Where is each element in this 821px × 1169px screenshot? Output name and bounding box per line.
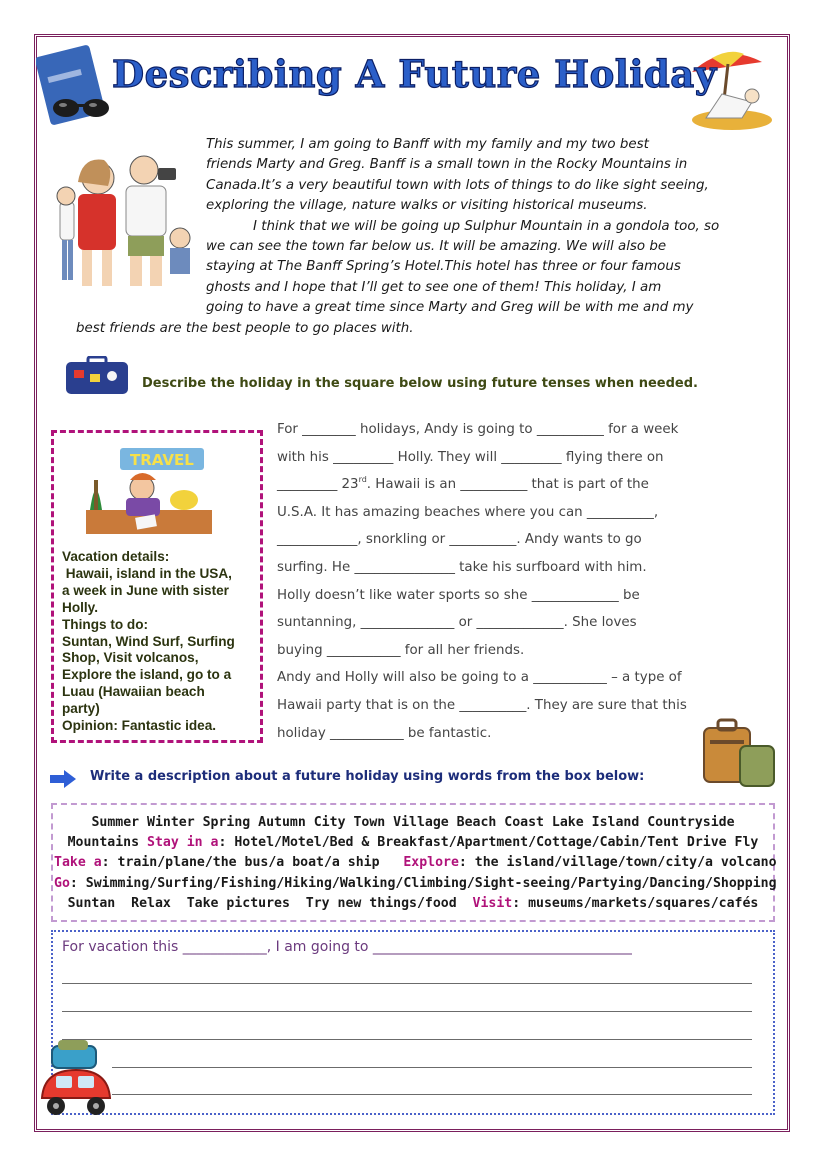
ordinal-suffix: rd	[358, 475, 367, 485]
word-text: Suntan Relax Take pictures Try new things/food	[67, 895, 473, 911]
luggage-icon	[700, 716, 778, 790]
cloze-line: U.S.A. It has amazing beaches where you can __________,	[277, 504, 659, 520]
suitcase-icon	[64, 356, 130, 396]
word-row	[54, 853, 777, 873]
word-bank	[54, 813, 777, 914]
cloze-line: Holly doesn’t like water sports so she _____________ be	[277, 587, 640, 603]
arrow-right-icon	[50, 770, 76, 788]
instruction-describe: Describe the holiday in the square below using future tenses when needed.	[142, 376, 698, 391]
word-category-label: Explore	[403, 855, 459, 871]
writing-line[interactable]	[112, 1067, 752, 1068]
word-text: : Hotel/Motel/Bed & Breakfast/Apartment/Cottage/Cabin/Tent Drive Fly	[218, 835, 759, 851]
details-line: Shop, Visit volcanos,	[62, 650, 199, 666]
story-line: best friends are the best people to go places with.	[76, 320, 414, 336]
writing-line[interactable]	[62, 1011, 752, 1012]
cloze-line: ____________, snorkling or __________. Andy wants to go	[277, 532, 642, 548]
story-line: friends Marty and Greg. Banff is a small town in the Rocky Mountains in	[206, 157, 688, 173]
story-line: exploring the village, nature walks or visiting historical museums.	[206, 198, 648, 214]
story-line: staying at The Banff Spring’s Hotel.This hotel has three or four famous	[206, 259, 681, 275]
word-text: : museums/markets/squares/cafés	[512, 895, 759, 911]
details-line: Vacation details:	[62, 549, 170, 564]
cloze-line: buying ___________ for all her friends.	[277, 642, 525, 658]
word-category-label: Go	[54, 875, 70, 891]
page-title: Describing A Future Holiday	[112, 52, 717, 96]
details-line: Luau (Hawaiian beach	[62, 684, 205, 700]
writing-prompt: For vacation this ____________, I am going to _____________________________________	[62, 939, 632, 955]
cloze-line: with his _________ Holly. They will _________ flying there on	[277, 449, 664, 465]
story-line: we can see the town far below us. It will be amazing. We will also be	[206, 239, 667, 255]
details-line: Things to do:	[62, 616, 149, 632]
writing-line[interactable]	[62, 983, 752, 984]
details-line: party)	[62, 701, 100, 717]
writing-line[interactable]	[112, 1094, 752, 1095]
word-row	[54, 894, 772, 914]
cloze-line: surfing. He _______________ take his surfboard with him.	[277, 559, 647, 575]
cloze-line: Andy and Holly will also be going to a ___________ – a type of	[277, 670, 682, 686]
details-line: Opinion: Fantastic idea.	[62, 718, 217, 734]
cloze-text: _________ 23	[277, 477, 359, 493]
word-category-label: Stay in a	[147, 835, 219, 851]
word-row: Summer Winter Spring Autumn City Town Village Beach Coast Lake Island Countryside	[91, 815, 735, 830]
word-text: Mountains	[67, 835, 148, 851]
vacation-details	[62, 549, 258, 735]
writing-line[interactable]	[62, 1039, 752, 1040]
cloze-exercise	[277, 416, 757, 747]
details-line: Hawaii, island in the USA,	[62, 565, 232, 581]
cloze-line: For ________ holidays, Andy is going to __________ for a week	[277, 422, 679, 437]
cloze-line	[277, 471, 757, 499]
car-luggage-icon	[36, 1040, 116, 1124]
story-line: I think that we will be going up Sulphur Mountain in a gondola too, so	[253, 218, 720, 234]
details-line: Explore the island, go to a	[62, 667, 232, 683]
word-text: : Swimming/Surfing/Fishing/Hiking/Walking/Climbing/Sight-seeing/Partying/Dancing/Shopping	[69, 875, 777, 891]
svg-text:TRAVEL: TRAVEL	[130, 451, 194, 469]
word-category-label: Visit	[472, 895, 513, 911]
word-text: : train/plane/the bus/a boat/a ship	[101, 855, 404, 871]
word-row	[54, 874, 777, 894]
details-line: a week in June with sister	[62, 582, 229, 598]
word-category-label: Take a	[54, 855, 102, 871]
writing-area[interactable]	[51, 930, 775, 1115]
passport-sunglasses-icon	[36, 42, 120, 128]
word-text: : the island/village/town/city/a volcano	[458, 855, 777, 871]
cloze-text: . Hawaii is an __________ that is part of the	[366, 477, 649, 493]
cloze-line: Hawaii party that is on the __________. They are sure that this	[277, 697, 687, 713]
word-row	[54, 833, 772, 853]
story-line: This summer, I am going to Banff with my family and my two best	[206, 137, 649, 152]
story-passage	[76, 135, 766, 339]
instruction-write: Write a description about a future holiday using words from the box below:	[90, 769, 645, 784]
story-line: going to have a great time since Marty and Greg will be with me and my	[206, 300, 694, 316]
cloze-line: holiday ___________ be fantastic.	[277, 725, 492, 741]
details-line: Holly.	[62, 599, 99, 615]
story-line: ghosts and I hope that I’ll get to see one of them! This holiday, I am	[206, 279, 662, 295]
travel-agent-icon	[86, 440, 212, 536]
cloze-line: suntanning, ______________ or _____________. She loves	[277, 615, 637, 631]
details-line: Suntan, Wind Surf, Surfing	[62, 633, 235, 649]
story-line: Canada.It’s a very beautiful town with lots of things to do like sight seeing,	[206, 177, 709, 193]
